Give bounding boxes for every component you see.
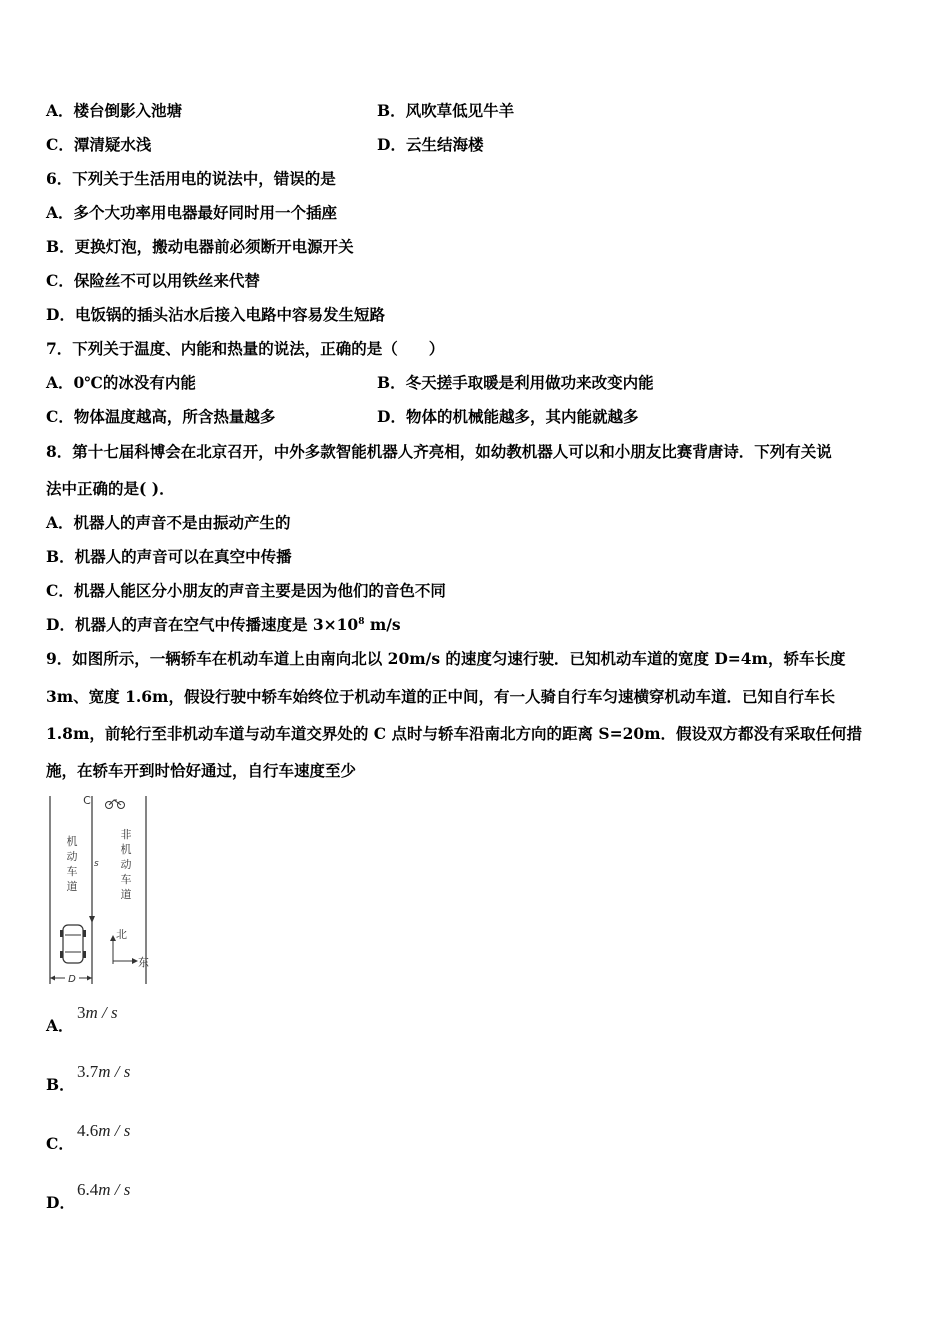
- road-diagram: [46, 792, 152, 988]
- q9-option-a-label: A．: [46, 1016, 74, 1035]
- q9-option-d-unit: m / s: [98, 1180, 131, 1199]
- right-lane-char-2: 机: [120, 843, 132, 856]
- q9-option-a-number: 3: [77, 1003, 86, 1022]
- q5-option-c: C．潭清疑水浅: [46, 135, 152, 154]
- q9-option-c-unit: m / s: [98, 1121, 131, 1140]
- q8-stem-line2: 法中正确的是( )．: [46, 479, 175, 498]
- q9-option-d-value: [77, 1180, 130, 1200]
- left-lane-char-2: 动: [66, 850, 78, 863]
- q8-stem-line1: 8．第十七届科博会在北京召开，中外多款智能机器人齐亮相，如幼教机器人可以和小朋友比赛背唐诗．下列有关说: [46, 442, 832, 461]
- q7-stem: 7．下列关于温度、内能和热量的说法，正确的是（ ）: [46, 339, 445, 358]
- q6-option-d: D．电饭锅的插头沾水后接入电路中容易发生短路: [46, 305, 385, 324]
- q9-stem-line1: 9．如图所示，一辆轿车在机动车道上由南向北以 20m/s 的速度匀速行驶．已知机动车道的宽度 D=4m，轿车长度: [46, 649, 846, 668]
- arrow-down-icon: [89, 916, 95, 923]
- car-icon: [60, 925, 86, 963]
- q8-option-d-exponent: 8: [358, 616, 365, 627]
- q5-option-b: B．风吹草低见牛羊: [377, 101, 515, 120]
- right-lane-char-5: 道: [120, 888, 132, 901]
- q6-option-c: C．保险丝不可以用铁丝来代替: [46, 271, 260, 290]
- arrow-right-icon: [87, 976, 92, 981]
- q7-option-c: C．物体温度越高，所含热量越多: [46, 407, 276, 426]
- bicycle-icon: [106, 800, 125, 809]
- q9-option-b-value: [77, 1062, 130, 1082]
- q8-option-b: B．机器人的声音可以在真空中传播: [46, 547, 292, 566]
- q8-option-c: C．机器人能区分小朋友的声音主要是因为他们的音色不同: [46, 581, 446, 600]
- q5-option-d: D．云生结海楼: [377, 135, 484, 154]
- q6-option-a: A．多个大功率用电器最好同时用一个插座: [46, 203, 338, 222]
- q9-stem-line3: 1.8m，前轮行至非机动车道与动车道交界处的 C 点时与轿车沿南北方向的距离 S=20m．假设双方都没有采取任何措: [46, 724, 863, 743]
- q5-option-a: A．楼台倒影入池塘: [46, 101, 183, 120]
- q9-option-b-unit: m / s: [98, 1062, 131, 1081]
- q8-option-a: A．机器人的声音不是由振动产生的: [46, 513, 291, 532]
- label-s: s: [94, 859, 99, 869]
- q7-option-d: D．物体的机械能越多，其内能就越多: [377, 407, 639, 426]
- left-lane-char-4: 道: [66, 880, 78, 893]
- right-lane-char-3: 动: [120, 858, 132, 871]
- q9-option-d-number: 6.4: [77, 1180, 99, 1199]
- q8-option-d-suffix: m/s: [364, 615, 401, 634]
- q9-stem-line4: 施，在轿车开到时恰好通过，自行车速度至少: [46, 761, 357, 780]
- q6-stem: 6．下列关于生活用电的说法中，错误的是: [46, 169, 336, 188]
- q9-stem-line2: 3m、宽度 1.6m，假设行驶中轿车始终位于机动车道的正中间，有一人骑自行车匀速横穿机动车道．已知自行车长: [46, 687, 835, 706]
- q7-option-a: A．0℃的冰没有内能: [46, 373, 196, 392]
- right-lane-char-4: 车: [120, 873, 132, 886]
- arrow-left-icon: [50, 976, 55, 981]
- q6-option-b: B．更换灯泡，搬动电器前必须断开电源开关: [46, 237, 354, 256]
- left-lane-label: [67, 834, 78, 893]
- q9-option-a-unit: m / s: [85, 1003, 118, 1022]
- q8-option-d-prefix: D．机器人的声音在空气中传播速度是 3×10: [46, 615, 359, 634]
- label-east: 东: [138, 956, 149, 969]
- q9-option-c-label: C．: [46, 1134, 74, 1153]
- left-lane-char-1: 机: [66, 835, 78, 848]
- right-lane-label: [121, 827, 132, 901]
- left-lane-char-3: 车: [66, 865, 78, 878]
- q9-option-a-value: [77, 1003, 118, 1023]
- label-north: 北: [116, 928, 127, 941]
- q9-option-d-label: D．: [46, 1193, 75, 1212]
- q9-option-c-number: 4.6: [77, 1121, 99, 1140]
- q9-option-c-value: [77, 1121, 130, 1141]
- q9-option-b-label: B．: [46, 1075, 75, 1094]
- right-lane-char-1: 非: [120, 828, 132, 841]
- q7-option-b: B．冬天搓手取暖是利用做功来改变内能: [377, 373, 654, 392]
- label-c: C: [83, 794, 91, 807]
- q9-option-b-number: 3.7: [77, 1062, 99, 1081]
- label-d: D: [68, 974, 76, 985]
- q8-option-d: [46, 615, 401, 635]
